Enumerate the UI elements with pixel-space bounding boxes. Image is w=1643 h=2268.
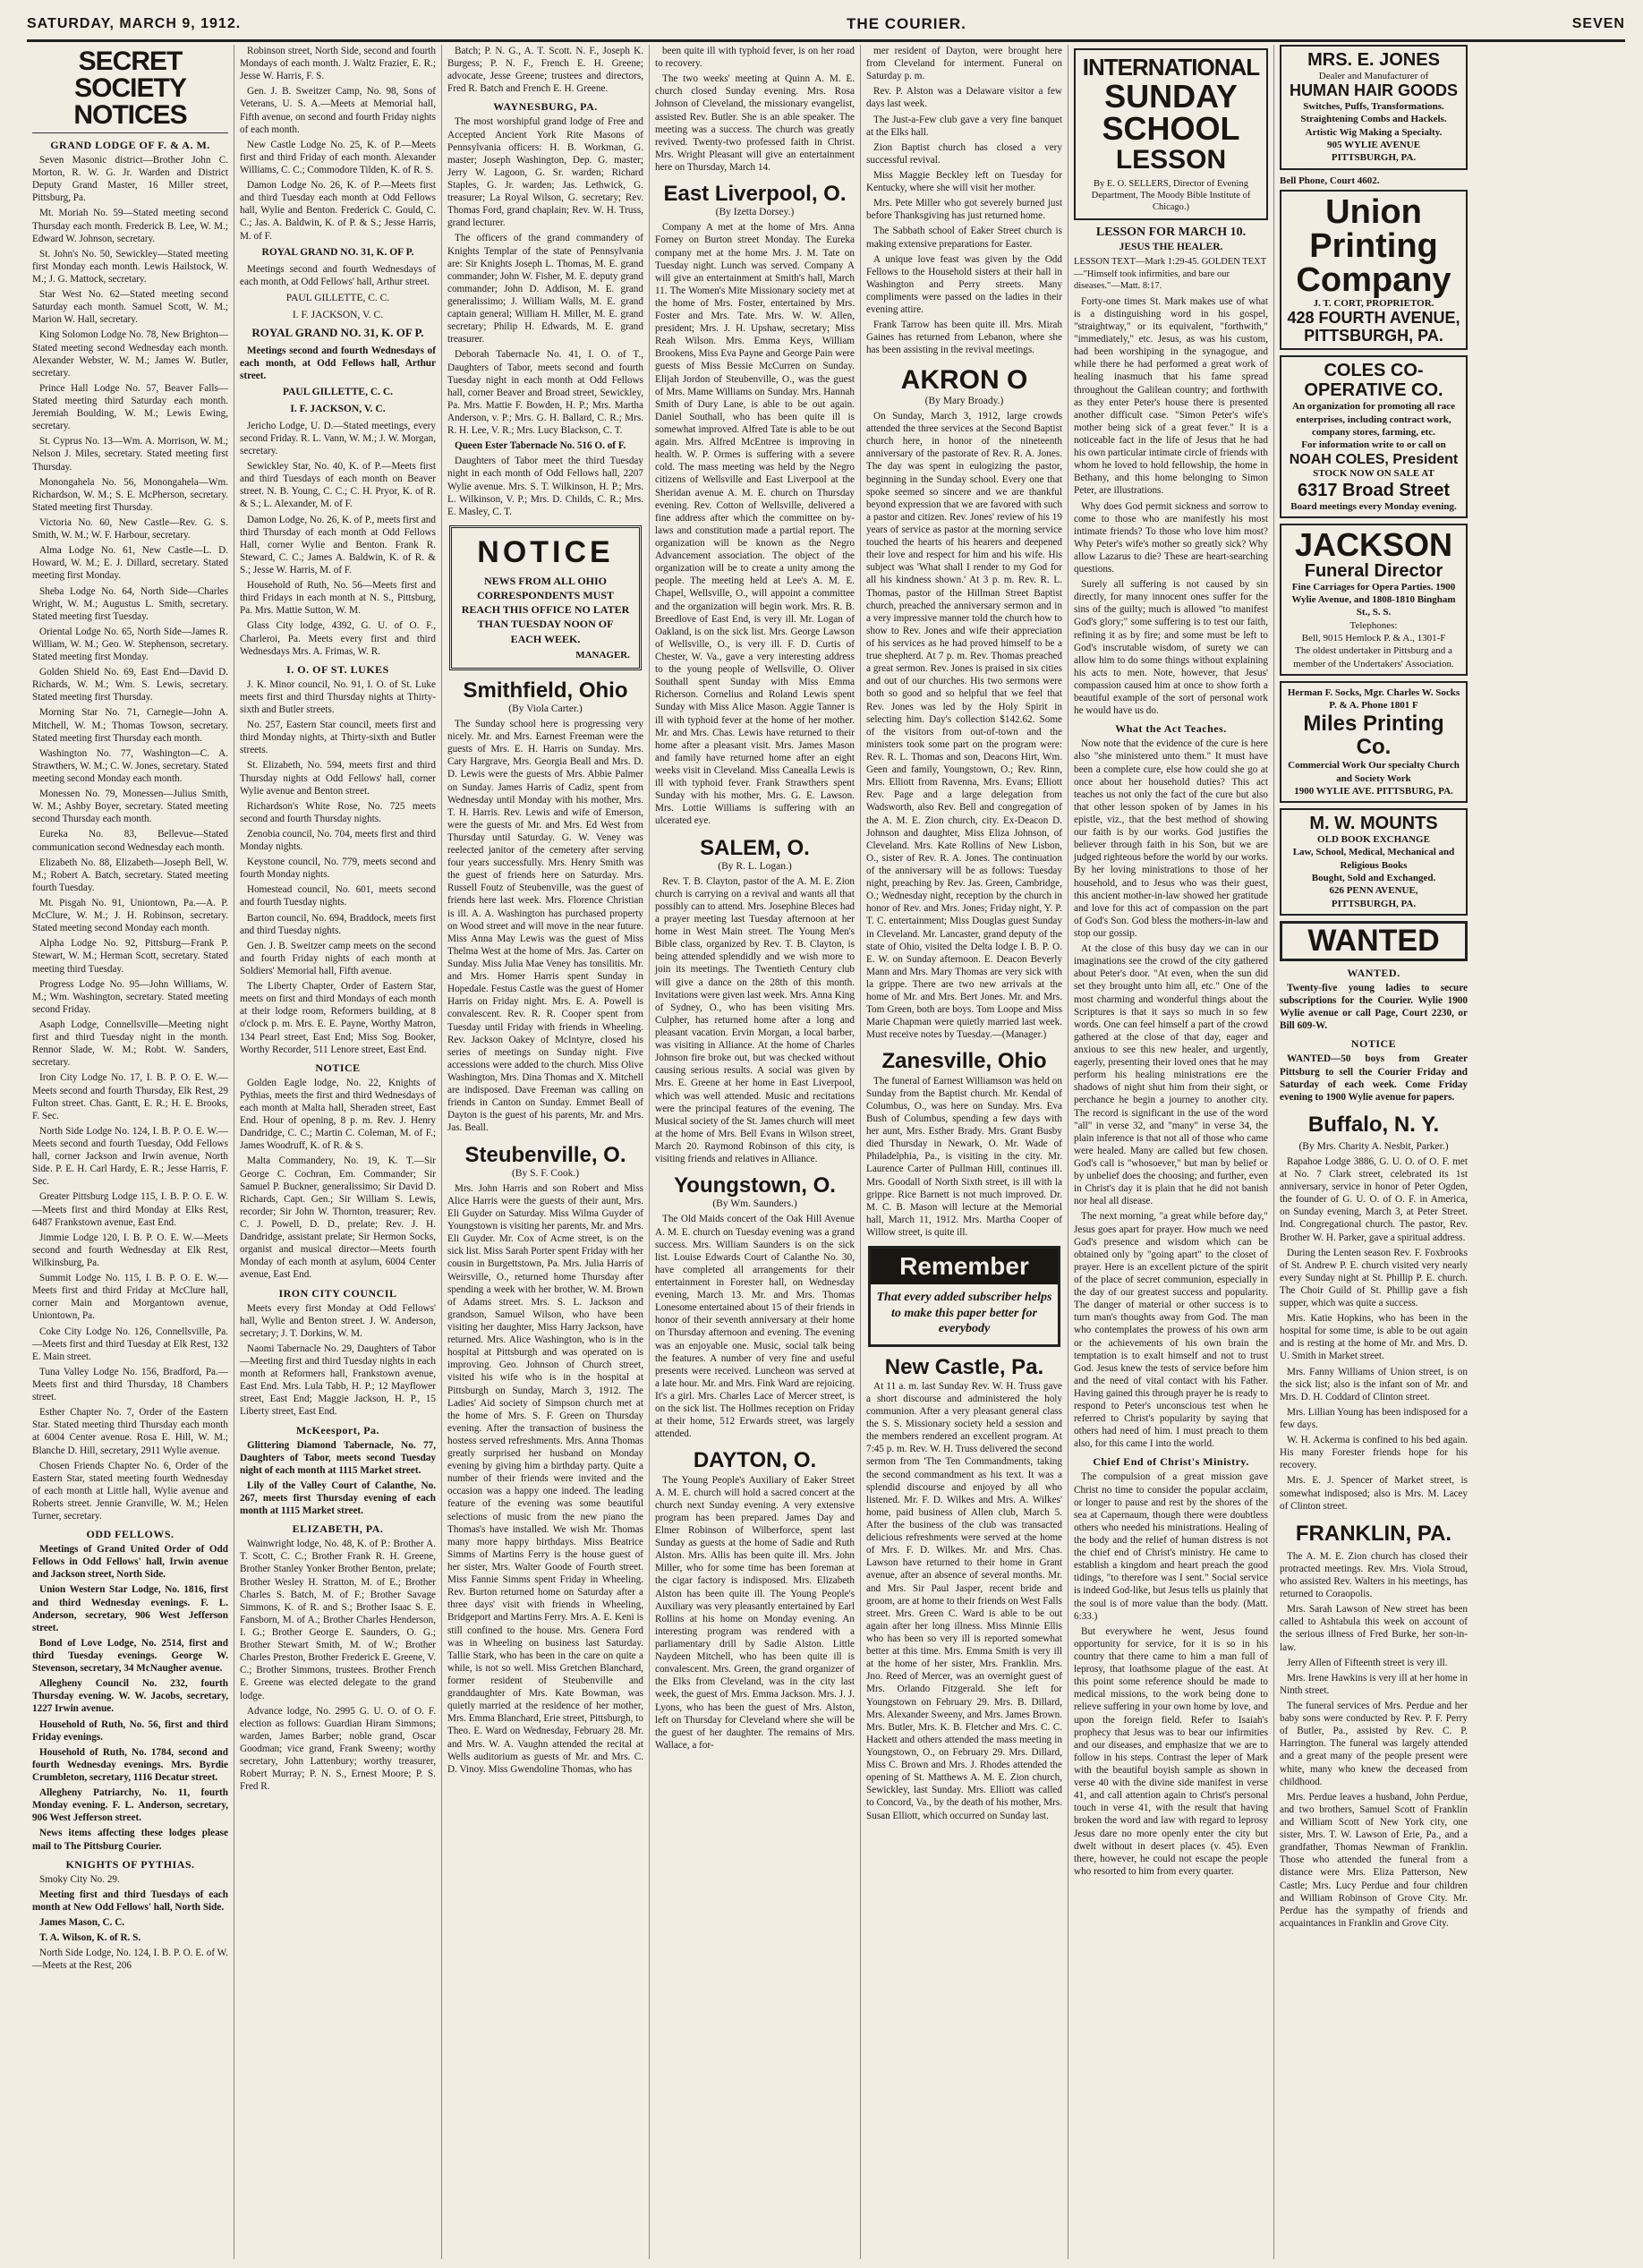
ad-text: Commercial Work Our specialty Church and Society Work bbox=[1288, 760, 1460, 784]
article-text: Jerry Allen of Fifteenth street is very ill. bbox=[1287, 1657, 1448, 1668]
wanted-text: Twenty-five young ladies to secure subscriptions for the Courier. Wylie 1900 Wylie avenue or call Page, Court 2230, or Bill 609-W. bbox=[1280, 982, 1468, 1032]
ad-subtitle: Funeral Director bbox=[1304, 560, 1443, 581]
ad-title: HUMAN HAIR GOODS bbox=[1290, 81, 1458, 100]
notice-text: Allegheny Patriarchy, No. 11, fourth Monday evening. F. L. Anderson, secretary, 906 West Jefferson street. bbox=[32, 1787, 228, 1824]
issue-date: SATURDAY, MARCH 9, 1912. bbox=[27, 16, 242, 31]
article-text: Rapahoe Lodge 3886, G. U. O. of O. F. met at No. 7 Clark street, celebrated its 1st anniversary, service in honor of Peter Ogden, the founder of G. U. O. of O. F. in America, on Sunday evening, March 3, at Peter Street. Ind. Congregational church. The pastor, Rev. Brother W. H. Parker, gave a spiritual address. bbox=[1280, 1155, 1468, 1243]
notice-text: King Solomon Lodge No. 78, New Brighton—Stated meeting second Wednesday each month. Alexander Webster, W. M.; James W. Butler, secretary. bbox=[32, 329, 228, 379]
advert-jackson-funeral bbox=[1280, 524, 1468, 676]
article-text: Mrs. E. J. Spencer of Market street, is somewhat indisposed; also is Mrs. M. Lacey of Clinton street. bbox=[1280, 1475, 1468, 1512]
signature: PAUL GILLETTE, C. C. bbox=[282, 386, 394, 397]
notice-text: Queen Ester Tabernacle No. 516 O. of F. bbox=[455, 440, 626, 452]
city-heading: East Liverpool, O. bbox=[663, 182, 847, 207]
ad-text: J. T. CORT, PROPRIETOR. bbox=[1313, 297, 1434, 309]
notice-text: New Castle Lodge No. 25, K. of P.—Meets first and third Friday of each month. Alexander Williams, C. C.; Commodore Tilden, K. of R. S. bbox=[240, 139, 436, 175]
ad-title: Printing bbox=[1309, 226, 1438, 265]
notice-text: Deborah Tabernacle No. 41, I. O. of T., Daughters of Tabor, meets second and fourth Tuesday night in each month at Odd Fellows hall, corner Beaver and Broad street, Sewickley, Pa. Mrs. Mattie F. Bowden, H. P.; Mrs. Martha Anderson, v. P.; Mrs. G. H. Ballard, C. R.; Mrs. R. H. Lee, V. R.; Mrs. Lucy Blackson, C. T. bbox=[447, 349, 643, 437]
article-text: Mrs. Lillian Young has been indisposed for a few days. bbox=[1280, 1406, 1468, 1431]
lesson-date: LESSON FOR MARCH 10. bbox=[1095, 226, 1247, 240]
advert-coles-cooperative bbox=[1280, 355, 1468, 517]
secret-society-heading: SECRET SOCIETY NOTICES bbox=[32, 48, 228, 133]
article-text: Rev. T. B. Clayton, pastor of the A. M. E. Zion church is carrying on a revival and wants all that possibly can to attend. Mrs. Josephine Bleces had a prayer meeting last Tuesday afternoon at her home in West Main street. The Young Men's Bible class, organized by Rev. T. B. Clayton, is being attended splendidly and we wish more to join its meetings. The Twentieth Century club will give a dance on the 28th of this month. Invitations were given last week. Mrs. Anna King of Sydney, O., who has been visiting Mrs. Culpher, has returned home after a long and pleasant vacation. Ervin Morgan, a local barber, was visiting in Alliance. At the home of Charles Johnson fire broke out, but was checked without causing serious results. A social was given by Mrs. E. Greene at her home in East Liverpool, which was well attended. Music and recitations were the principal features of the evening. The Musical society of the St. James church will meet at the home of Mrs. Bell Evans in Wilson street, March 20. Raymond Robinson of this city, is visiting friends and relatives in Alliance. bbox=[655, 875, 855, 1165]
paper-title: THE COURIER. bbox=[847, 15, 966, 32]
signature: James Mason, C. C. bbox=[39, 1917, 125, 1928]
signature: I. F. JACKSON, V. C. bbox=[290, 403, 386, 414]
article-text: W. H. Ackerma is confined to his bed again. His many Forester friends hope for his recovery. bbox=[1280, 1435, 1468, 1471]
city-heading: Buffalo, N. Y. bbox=[1307, 1112, 1440, 1137]
remember-heading: Remember bbox=[871, 1249, 1058, 1284]
column-2 bbox=[234, 45, 442, 2259]
notice-text: St. John's No. 50, Sewickley—Stated meeting first Monday each month. Lewis Hailstock, W. M.; J. G. Mattock, secretary. bbox=[32, 248, 228, 285]
notice-text: Gen. J. B. Sweitzer Camp, No. 98, Sons of Veterans, U. S. A.—Meets at Memorial hall, Fifth avenue, on second and fourth Friday nights of each month. bbox=[240, 86, 436, 135]
notice-text: WANTED—50 boys from Greater Pittsburg to sell the Courier Friday and Saturday of each week. Come Friday evening to 1900 Wylie avenue for papers. bbox=[1280, 1053, 1468, 1103]
notice-text: Jimmie Lodge 120, I. B. P. O. E. W.—Meets second and fourth Wednesday at Elk Rest, Wilkinsburg, Pa. bbox=[32, 1232, 228, 1268]
subheading: ELIZABETH, PA. bbox=[292, 1522, 384, 1536]
notice-text: St. Elizabeth, No. 594, meets first and third Thursday nights at Odd Fellows' hall, corner Wylie avenue and Benton street. bbox=[240, 760, 436, 797]
notice-text: Damon Lodge No. 26, K. of P.—Meets first and third Tuesday each month at Odd Fellows hall, Wylie and Benton. Frederick C. Gould, C. C.; Jas. A. Baldwin, K. of P. & S.; Jesse Harris, M. of F. bbox=[240, 180, 436, 242]
notice-text: The officers of the grand commandery of Knights Templar of the state of Pennsylvania are: Sir Knights Joseph L. Thomas, M. E. grand commander; John W. Fisher, M. E. deputy grand commander; John D. Addison, M. E. grand generalissimo; J. William Walls, M. E. grand captain general; William H. Miller, M. E. grand secretary; Philip H. Edwards, M. E. grand treasurer. bbox=[447, 233, 643, 345]
notice-text: Smoky City No. 29. bbox=[39, 1873, 120, 1885]
article-text: The Sunday school here is progressing very nicely. Mr. and Mrs. Earnest Freeman were the guests of Mrs. E. H. Harris on Sunday. Mrs. Cary Hargrave, Mrs. Georgia Beall and Mrs. D. D. Lewis were the guests of Mrs. Abbie Palmer on Sunday. James Harris of Cadiz, spent from Wednesday until Monday with his mother, Mrs. T. H. Harris. Rev. Lewis and wife of Emerson, were the guests of Mr. and Mrs. Ed West from Thursday until Saturday. G. W. Veney was reelected janitor of the cemetery after serving four years successfully. Mrs. Henry Smith was the guest of friends here on Saturday. Mrs. Russell Foutz of Steubenville, was the guest of friends here last week. Mrs. Florence Christian is ill. A. A. Washington has purchased property on Wood street and will move in the near future. Miss Anna May Lewis was the guest of Miss Thelma West at the home of Mrs. Jas. Carter on Sunday. Miss Julia Mae Veney has tonsilitis. Mr. and Mrs. Homer Harris spent Sunday in Hopedale. Festus Castle was the guest of Homer Harris on Friday night. Mrs. E. A. Powell is convalescent. Rev. R. R. Cooper spent from Tuesday until Friday with friends in Wheeling. Rev. Jackson Oakey of McIntyre, closed his series of meetings on Sunday night. Five accessions were added to the church. Miss Olive Washington, Mrs. Dina Thomas and X. Mitchell are indisposed. Dave Freeman was calling on friends in Canton on Sunday. Emmet Beall of Dayton is the guest of his parents, Mr. and Mrs. Jas. Beall. bbox=[447, 718, 643, 1134]
notice-text: Bond of Love Lodge, No. 2514, first and third Tuesday evenings. George W. Stevenson, secretary, 34 McNaugher avenue. bbox=[32, 1637, 228, 1675]
ad-text: Herman F. Socks, Mgr. Charles W. Socks bbox=[1287, 686, 1460, 698]
notice-text: Glittering Diamond Tabernacle, No. 77, Daughters of Tabor, meets second Tuesday night of each month at 1115 Market street. bbox=[240, 1439, 436, 1476]
city-heading: Steubenville, O. bbox=[464, 1142, 626, 1167]
advert-mounts-book-exchange bbox=[1280, 808, 1468, 916]
notice-text: No. 257, Eastern Star council, meets first and third Monday nights, at Thirty-sixth and Butler streets. bbox=[240, 720, 436, 756]
notice-text: Progress Lodge No. 95—John Williams, W. M.; Wm. Washington, secretary. Stated meeting second Friday. bbox=[32, 978, 228, 1015]
column-3 bbox=[442, 45, 650, 2259]
subheading: Chief End of Christ's Ministry. bbox=[1093, 1455, 1249, 1469]
notice-text: Homestead council, No. 601, meets second and fourth Tuesday nights. bbox=[240, 884, 436, 908]
subheading: NOTICE bbox=[1350, 1037, 1397, 1051]
subheading: I. O. OF ST. LUKES bbox=[286, 662, 389, 676]
city-heading: Smithfield, Ohio bbox=[463, 678, 628, 703]
remember-box bbox=[868, 1246, 1060, 1347]
notice-text: Sewickley Star, No. 40, K. of P.—Meets first and third Tuesdays of each month on Beaver street. N. B. Young, C. C.; C. H. Pryor, K. of R. & S.; L. Alexander, M. of F. bbox=[240, 461, 436, 510]
ad-address: 626 PENN AVENUE, bbox=[1329, 885, 1418, 897]
notice-text: Iron City Lodge No. 17, I. B. P. O. E. W.—Meets second and fourth Thursday, Elk Rest, 29 Fulton street. Chas. Gantt, E. R.; H. E. Brooks, F. Sec. bbox=[32, 1072, 228, 1121]
phone-line: Bell Phone, Court 4602. bbox=[1280, 175, 1380, 186]
lesson-text: Forty-one times St. Mark makes use of what is a distinguishing word in his gospel, "straightway," or its equivalent, "forthwith," "immediately," etc. Jesus, as was his custom, had been worshiping in the synagogue, and while there he had performed a great work of healing inasmuch that his fame spread throughout the Galilean country; and forthwith as they enter Peter's house there is presented another difficult case. "Simon Peter's wife's mother being sick of a great fever." It is a noticeable fact in the life of Jesus that he had his own particular intimate circle of friends with whom he loved to hold fellowship, the home in Bethany, and this home belonging to Simon Peter, are illustrations. bbox=[1074, 295, 1268, 497]
article-text: Frank Tarrow has been quite ill. Mrs. Mirah Gaines has returned from Lebanon, where she has been assisting in the revival meetings. bbox=[866, 320, 1062, 356]
article-text: Miss Maggie Beckley left on Tuesday for Kentucky, where she will visit her mother. bbox=[866, 169, 1062, 194]
lesson-text: Why does God permit sickness and sorrow to come to those who are manifestly his most intimate friends? To those who love him most? Why Peter's wife's mother so greatly sick? Why allow Lazarus to die? These are heart-searching questions. bbox=[1074, 500, 1268, 576]
ad-title: Company bbox=[1296, 260, 1451, 299]
ad-address: 428 FOURTH AVENUE, bbox=[1287, 308, 1460, 327]
notice-text: Household of Ruth, No. 1784, second and fourth Wednesday evenings. Mrs. Byrdie Crumbleton, secretary, 1116 Decatur street. bbox=[32, 1746, 228, 1784]
article-text: The funeral of Earnest Williamson was held on Sunday from the Baptist church. Mr. Kendal of Columbus, O., was here on Sunday. Mrs. Eva Bush of Columbus, spending a few days with her aunt, Mrs. Esther Brady. Mrs. Grant Busby died Thursday in Newark, O. Mr. Wade of Philadelphia, Pa., is visiting in the city. Mr. Laurence Carter of Pullman Hill, continues ill. Mrs. Goodall of North Sixth street, is ill with la grippe. Rice Barnett is not much improved. Dr. M. C. B. Mason will lecture at the Memorial hall, March 11, 1912. Mrs. Martha Cooper of Willow street, is quite ill. bbox=[866, 1075, 1062, 1238]
notice-text: Morning Star No. 71, Carnegie—John A. Mitchell, W. M.; Thomas Towson, secretary. Stated meeting first Thursday each month. bbox=[32, 707, 228, 744]
column-4 bbox=[650, 45, 861, 2259]
notice-text: Gen. J. B. Sweitzer camp meets on the second and fourth Friday nights of each month at Soldiers' Memorial hall, Fifth avenue. bbox=[240, 940, 436, 977]
city-heading: New Castle, Pa. bbox=[884, 1354, 1044, 1379]
article-text: Company A met at the home of Mrs. Anna Forney on Burton street Monday. The Eureka company met at the home Mrs. J. M. Tate on Tuesday night. Lunch was served. Company A will give an entertainment at Smith's hall, March 11. The Women's Mite Missionary society met at the home of Mrs. Foster, entertained by Mrs. Foster and Mrs. Tate. Mrs. W. W. Allen, president; Mrs. J. H. Upshaw, secretary; Miss Reah Wilson. Mrs. Emma Keys, William Brookens, Miss Eva Payne and George Pain were guests of Miss Bessie McCurren on Sunday. Elijah Jordon of Steubenville, O., was the guest of Mrs. Mame Williams on Sunday. Mrs. Hannah Smith of Dury Lane, is able to be out again. Daniel Southall, who has been quite ill is somewhat improved. Alfred Tate is able to be out again. Mrs. Alfred McEntree is improving in health. W. P. Ormes is suffering with a severe cold. The mass meeting was held by the Negro citizens of Wellsville and East Liverpool at the Sheridan avenue A. M. E. church on Thursday evening. Rev. Cotton of Wellsville, delivered a fine address after which the committee on by-laws and constitution made a partial report. The organization will be known as the Negro Advancement association. The object of the organization will be to create a unity among the people. The meeting held at Lee's A. M. E. Chapel, Wellsville, O., will appoint a committee and the organization will begin work. Mrs. R. B. Breedlove of East End, is very ill. Mr. Logan of Oakland, is on the sick list. Mrs. George Lawson of Wellsville, O., is very ill. F. D. Curtis of Chester, W. Va., gave a very interesting address to the young people of Wellsville, O. Oliver Southall spent Sunday with Miss Emma Richerson. Cornelius and Roland Lewis spent Sunday with Miss Alice Mason. Aggie Tanner is ill with typhoid fever at the home of her mother. Mr. and Mrs. Chas. Lewis have returned to their home after a pleasant visit. Mrs. James Mason and family have returned home after an eight weeks visit in Cleveland. Miss Canealla Lewis is ill with typhoid fever. Frank Strawthers spent Sunday with his mother, Mrs. G. E. Lawson. Mrs. Lottie Williams is suffering with an ulcerated eye. bbox=[655, 222, 855, 827]
article-text: Mrs. Katie Hopkins, who has been in the hospital for some time, is able to be out again and is resting at the home of Mr. and Mrs. D. U. Smith in Market street. bbox=[1280, 1313, 1468, 1362]
notice-text: Malta Commandery, No. 19, K. T.—Sir George C. Cochran, Em. Commander; Sir Samuel P. Buckner, generalissimo; Sir David D. Richards, Capt. Gen.; Sir William S. Lewis, recorder; Sir John W. Thornton, treasurer; Rev. C. J. Powell, D. D., prelate; Rev. J. H. Dandridge, assistant prelate; Sir Hermon Socks, organist and musical director—Meets fourth Monday of each month at asylum, 6004 Center avenue, East End. bbox=[240, 1155, 436, 1281]
notice-text: Mt. Pisgah No. 91, Uniontown, Pa.—A. P. McClure, W. M.; J. H. Robinson, secretary. Stated meeting second Monday each month. bbox=[32, 898, 228, 934]
ad-title: MRS. E. JONES bbox=[1307, 50, 1440, 70]
notice-text: Household of Ruth, No. 56, first and third Friday evenings. bbox=[32, 1718, 228, 1743]
ad-text: Board meetings every Monday evening. bbox=[1290, 500, 1457, 512]
city-heading: Youngstown, O. bbox=[674, 1173, 836, 1198]
lesson-title: JESUS THE HEALER. bbox=[1119, 242, 1223, 253]
notice-text: Meetings second and fourth Wednesdays of each month, at Odd Fellows hall, Arthur street. bbox=[240, 345, 436, 381]
subheading: WAYNESBURG, PA. bbox=[493, 100, 598, 114]
notice-text: Advance lodge, No. 2995 G. U. O. of O. F. election as follows: Guardian Hiram Simmons; warden, James Barber; noble grand, Oscar Goodman; vice grand, Frank Sweeny; worthy secretary, John Lattenbury; worthy treasurer, Robert Murray; P. N. S., Ernest Moore; P. S. Fred R. bbox=[240, 1705, 436, 1793]
ad-title: JACKSON bbox=[1294, 525, 1453, 563]
advert-miles-printing bbox=[1280, 681, 1468, 803]
notice-body: NEWS FROM ALL OHIO CORRESPONDENTS MUST REACH THIS OFFICE NO LATER THAN TUESDAY NOON OF EACH WEEK. bbox=[461, 574, 630, 645]
ad-address: 905 WYLIE AVENUE bbox=[1326, 139, 1421, 150]
notice-text: Keystone council, No. 779, meets second and fourth Monday nights. bbox=[240, 857, 436, 881]
advert-hair-goods bbox=[1280, 45, 1468, 170]
lesson-text: The next morning, "a great while before day," Jesus goes apart for prayer. How much we need God's presence and wisdom which can be obtained only by "going apart" to the closet of prayer. Here is an excellent picture of the spirit of the place of secret communion, especially in the day of our greatest success and popularity. The danger of material or other success is to turn man's thoughts away from God. The man who contemplates the prowess of his own arm or the achievements of his own brain the temptation is to exalt himself and not to trust God. Jesus knew the tests of service before him and the need of vital contact with his Father. Having gained this through prayer he is ready to respond to Peter's unconscious test when he referred to Christ's popularity by saying that others had need of him. I must preach to them also, for this came I into the world. bbox=[1074, 1211, 1268, 1450]
golden-text: LESSON TEXT—Mark 1:29-45. GOLDEN TEXT—"Himself took infirmities, and bare our diseases."—Matt. 8:17. bbox=[1074, 257, 1267, 291]
article-text: Mrs. Perdue leaves a husband, John Perdue, and two brothers, Samuel Scott of Franklin and William Scott of New York city, one sister, Mrs. T. W. Lawson of Erie, Pa., and a grandfather, Thomas Newman of Franklin. Those who attended the funeral from a distance were Mrs. Eliza Patterson, New Castle; Mrs. Lucy Perdue and four children and William Robinson of Grove City. Mr. Perdue has the sympathy of friends and acquaintances in Franklin and Grove City. bbox=[1280, 1791, 1468, 1929]
ad-city: PITTSBURGH, PA. bbox=[1331, 152, 1417, 164]
ad-text: The oldest undertaker in Pittsburg and a member of the Undertakers' Association. bbox=[1293, 645, 1454, 669]
article-text: Mrs. Irene Hawkins is very ill at her home in Ninth street. bbox=[1280, 1672, 1468, 1696]
subheading: KNIGHTS OF PYTHIAS. bbox=[65, 1857, 195, 1871]
city-heading: FRANKLIN, PA. bbox=[1295, 1521, 1452, 1546]
ad-address: 6317 Broad Street bbox=[1297, 480, 1451, 500]
notice-text: Meetings second and fourth Wednesdays of each month, at Odd Fellows' hall, Arthur street. bbox=[240, 263, 436, 287]
byline: (By R. L. Logan.) bbox=[718, 860, 792, 872]
banner-line: LESSON bbox=[1115, 145, 1227, 175]
notice-text: Union Western Star Lodge, No. 1816, first and third Wednesday evenings. F. L. Anderson, secretary, 906 West Jefferson street. bbox=[32, 1584, 228, 1633]
notice-text: Golden Shield No. 69, East End—David D. Richards, W. M.; Wm. S. Lewis, secretary. Stated meeting first Thursday. bbox=[32, 667, 228, 703]
notice-text: Richardson's White Rose, No. 725 meets second and fourth Thursday nights. bbox=[240, 800, 436, 824]
article-text: Mrs. Fanny Williams of Union street, is on the sick list; also is the infant son of Mr. and Mrs. D. H. Coddard of Clinton street. bbox=[1280, 1366, 1468, 1403]
notice-text: Monongahela No. 56, Monongahela—Wm. Richardson, W. M.; S. E. McPherson, secretary. Stated meeting first Thursday. bbox=[32, 476, 228, 513]
article-text: been quite ill with typhoid fever, is on her road to recovery. bbox=[655, 46, 855, 70]
notice-text: Tuna Valley Lodge No. 156, Bradford, Pa.—Meets first and third Thursday, 18 Chambers street. bbox=[32, 1366, 228, 1403]
ad-text: Bought, Sold and Exchanged. bbox=[1311, 873, 1436, 884]
ad-city: PITTSBURGH, PA. bbox=[1331, 898, 1417, 909]
notice-text: Household of Ruth, No. 56—Meets first and third Fridays in each month at N. S., Pittsburg, Pa. Mrs. Mattie Sutton, W. M. bbox=[240, 580, 436, 617]
notice-text: Elizabeth No. 88, Elizabeth—Joseph Bell, W. M.; Robert A. Batch, secretary. Stated meeting fourth Tuesday. bbox=[32, 857, 228, 893]
notice-text: Oriental Lodge No. 65, North Side—James R. William, W. M.; Geo. W. Stephenson, secretary. Stated meeting first Monday. bbox=[32, 626, 228, 663]
column-1 bbox=[27, 45, 234, 2259]
notice-text: Mt. Moriah No. 59—Stated meeting second Thursday each month. Frederick B. Lee, W. M.; Edward W. Johnson, secretary. bbox=[32, 208, 228, 244]
ad-text: Dealer and Manufacturer of bbox=[1318, 71, 1429, 81]
article-text: During the Lenten season Rev. F. Foxbrooks of St. Andrew P. E. church visited very nearly every Sunday night at St. Phillip P. E. church. The Choir Guild of St. Phillip gave a fish supper, which was quite a success. bbox=[1280, 1247, 1468, 1309]
ad-text: P. & A. Phone 1801 F bbox=[1329, 700, 1418, 712]
article-text: mer resident of Dayton, were brought here from Cleveland for interment. Funeral on Saturday p. m. bbox=[866, 46, 1062, 82]
notice-text: Jericho Lodge, U. D.—Stated meetings, every second Friday. R. L. Vann, W. M.; J. W. Morgan, secretary. bbox=[240, 420, 436, 456]
notice-text: Eureka No. 83, Bellevue—Stated communication second Wednesday each month. bbox=[32, 829, 228, 853]
notice-text: Asaph Lodge, Connellsville—Meeting night first and third Tuesday night in the month. Rennor Slade, W. M.; Robt. W. Sanders, secretary. bbox=[32, 1019, 228, 1069]
city-heading: Zanesville, Ohio bbox=[881, 1049, 1047, 1074]
notice-text: Lily of the Valley Court of Calanthe, No. 267, meets first Thursday evening of each month at 1115 Market street. bbox=[240, 1479, 436, 1517]
article-text: The Young People's Auxiliary of Eaker Street A. M. E. church will hold a sacred concert at the church next Sunday evening. A very extensive program has been prepared. James Day and Elmer Robinson of Wilberforce, spent last Sunday as guests at the home of Sadie and Ruth Alston. Mrs. Allis has been quite ill. Mrs. John Miller, who for some time has been foreman at the cigar factory is indisposed. Mrs. Elizabeth Alston has been quite ill. The Young People's Auxiliary was very pleasantly entertained by Earl Rollins at his home on Monday evening. An interesting program was rendered with a parliamentary drill by Sadie Alston. Little Naydeen Mitchell, who has been quite ill is convalescent. Mrs. Green, the grand organizer of the Elks from Cleveland, was in the city last week, the guest of Mrs. Emma Jackson. Mrs. J. J. Lyons, who has been the guest of Mrs. Alston, left on Thursday for Cleveland where she will be the guest of her daughter. The remains of Mrs. Wallace, a for- bbox=[655, 1474, 855, 1751]
notice-text: The most worshipful grand lodge of Free and Accepted Ancient York Rite Masons of Pennsylvania officers: H. B. Workman, G. master; Joseph Washington, Dep. G. master; Jerry W. Lagoon, G. Sr. warden; Richard Staples, G. Jr. warden; Jas. Lethwick, G. treasurer; La Royal Wilson, G. secretary; Rev. Thomas Ford, grand chaplain; Rev. W. H. Truss, grand lecturer. bbox=[447, 116, 643, 229]
notice-text: Damon Lodge, No. 26, K. of P., meets first and third Thursday of each month at Odd Fellows Hall, corner Wylie and Benton. Frank R. Steward, C. C.; James A. Baldwin, K. of R. & S.; Jesse W. Harris, M. of F. bbox=[240, 514, 436, 576]
lodge-name: ROYAL GRAND NO. 31, K. OF P. bbox=[251, 325, 424, 339]
byline: (By Wm. Saunders.) bbox=[712, 1198, 797, 1210]
notice-text: Summit Lodge No. 115, I. B. P. O. E. W.—Meets first and third Friday at McClure hall, corner Main and Morgantown avenue, Uniontown, Pa. bbox=[32, 1273, 228, 1322]
notice-text: North Side Lodge, No. 124, I. B. P. O. E. of W.—Meets at the Rest, 206 bbox=[32, 1948, 228, 1972]
article-text: Rev. P. Alston was a Delaware visitor a few days last week. bbox=[866, 86, 1062, 110]
notice-heading: NOTICE bbox=[477, 534, 614, 569]
article-text: Mrs. John Harris and son Robert and Miss Alice Harris were the guests of their aunt, Mrs. Eli Guyder on Saturday. Miss Wilma Guyder of Youngstown is visiting her parents, Mr. and Mrs. Eli Guyder. Mr. Cox of Acme street, is on the sick list. Miss Sarah Porter spent Friday with her cousin in Burgettstown, Pa. Mrs. Julia Harris of Weirsville, O., returned home Thursday after spending a week with her brother, W. M. Brown of Adams street. Mrs. S. L. Jackson and grandson, Samuel Wilson, who have been visiting her daughter, Miss Harry Jackson, have returned. Mrs. Alice Washington, who is in the hospital at Pittsburgh and was operated on is improving. Geo. Johnson of Church street, visited his wife who is in the hospital at Pittsburgh on Sunday, March 3, 1912. The Ladies' Aid society of Simpson church met at the home of Mrs. S. F. Green on Thursday evening. After the transaction of business the hostess served refreshments. Mrs. Anna Thomas greatly surprised her husband on Monday evening by giving him a birthday party. Quite a number of their friends were invited and the occasion was a happy one indeed. The leading feature of the evening was some beautiful selections of music from the new piano the Thomas's have installed. We wish Mr. Thomas many more happy birthdays. Miss Beatrice Simms of Martins Ferry is the house guest of her sister, Mrs. Walter Goode of Fourth street. Miss Fannie Simms spent Friday in Wheeling. Rev. Burton returned home on Saturday after a three days' visit with friends in Wheeling, Bridgeport and Martins Ferry. Mrs. A. E. Keni is still confined to the house. Mrs. Genera Ford was in Wheeling on business last Saturday. Tallie Stark, who has been in the care on quite a while, is not so well. Miss Gretchen Blanchard, former resident of Steubenville and granddaughter of Mrs. Kate Bowman, was quietly married at the residence of her mother, Mrs. Emma Blanchard, Erie street, Pittsburgh, to Theo. E. Ward on Wednesday, February 28. Mr. and Mrs. W. A. Vaughn attended the recital at Wells auditorium as guests of Mr. and Mrs. C. D. Vinoy. Miss Gwendoline Thomas, who has bbox=[447, 1182, 643, 1775]
ad-address: 1900 WYLIE AVE. PITTSBURG, PA. bbox=[1294, 785, 1453, 797]
notice-text: Alpha Lodge No. 92, Pittsburg—Frank P. Stewart, W. M.; Herman Scott, secretary. Stated meeting third Tuesday. bbox=[32, 938, 228, 975]
notice-text: Naomi Tabernacle No. 29, Daughters of Tabor—Meeting first and third Tuesday nights in each month at Reformers hall, Frankstown avenue, East End. Mrs. Lula Tabb, H. P.; 12 Mayflower street, East End; Maggie Jackson, H. P., 15 Liberty street, East End. bbox=[240, 1343, 436, 1418]
ad-text: STOCK NOW ON SALE AT bbox=[1313, 468, 1434, 480]
ad-text: Bell, 9015 Hemlock P. & A., 1301-F bbox=[1301, 633, 1446, 644]
lesson-text: The compulsion of a great mission gave Christ no time to consider the popular acclaim, or longer to pause and rest by the shores of the sea at Capernaum, though there were doubtless others who needed his ministrations. Healing of the body and the relief of human distress is not the chief end of Christ's ministry. He came to establish a kingdom and heart preach the good tidings, "to therefore was I sent." Social service is indeed God-like, but Jesus tells us plainly that the soul is of more value than the body. (Matt. 6:33.) bbox=[1074, 1471, 1268, 1622]
ad-title: Union bbox=[1325, 192, 1422, 231]
article-text: At 11 a. m. last Sunday Rev. W. H. Truss gave a short discourse and administered the holy communion. After a very pleasant general class the S. S. Missionary society held a session and the members rendered an excellent program. At 7:45 p. m. Rev. W. H. Truss delivered the second sermon from 'The Ten Commandments, taking the second commandment as his text. It was a splendid discourse and enjoyed by all who listened. Mr. F. D. Wilkes and Mrs. A. Wilkes' home, paid business of Allen club, March 5. After the business of the club was transacted delicious refreshments were served at the home of Mrs. F. D. Wilkes. Mr. and Mrs. Chas. Lawson have returned to their home in Grant avenue, after an absence of several months. Mr. and Mrs. Sir Paul Jasper, recent bride and groom, are at home to their friends on West Falls street. Mrs. Green C. Ward is able to be out again after her long illness. Miss Minnie Ellis who has been so very ill is reported somewhat better at this time. Mrs. Emma Smith is very ill at the home of her sister, Mrs. Franklin. Mrs. Jno. Reed of Mercer, was an overnight guest of Mrs. Orlando Fitzgerald. She left for Youngstown on February 29. Mrs. B. Dillard, Mrs. Alexander Sweeny, and Mrs. James Brown. Mrs. Butler, Mrs. K. B. Fletcher and Mrs. C. C. Hackett and others attended the mass meeting in Youngstown, O., on February 29. Mrs. Dillard, Miss C. Brown and Mrs. J. Rhodes attended the opening of St. Matthews A. M. E. Zion church, Sewickley, last Sunday. Mrs. Elliott was called to Concord, Va., by the death of his mother, Mrs. Susan Elliott, which occurred on Sunday last. bbox=[866, 1380, 1062, 1821]
notice-text: Chosen Friends Chapter No. 6, Order of the Eastern Star, stated meeting fourth Wednesday of each month at Little hall, Wylie avenue and Roberts street. Jennie Granville, W. M.; Helen Turner, secretary. bbox=[32, 1460, 228, 1522]
lesson-text: Now note that the evidence of the cure is here also "she ministered unto them." It must have been a complete cure, else how could she go at once about her household duties? This act teaches us not only the fact of the cure but also that other lesson spoken of by James in his epistle, viz., that the best method of showing our faith is by our works. God justifies the believer through faith in his Son, but we are judged righteous before the world by our works. By her loving ministrations to those of her household, and to Jesus who was their guest, this ancient mother-in-law showed her gratitude and love for this act of compassion on the part of God's Son. God bless the mothers-in-law and stop our gossip. bbox=[1074, 738, 1268, 939]
notice-text: News items affecting these lodges please mail to The Pittsburg Courier. bbox=[32, 1828, 228, 1852]
lesson-text: At the close of this busy day we can in our imaginations see the crowd of the city gathered about Peter's door. "At even, when the sun did set they brought unto him all, etc." One of the most charming and wonderful things about the Scriptures is that it says so much in so few words. One can feel himself a part of the crowd gathered at the close of that day, eager and anxious to see this new healer, and urgently, eagerly, presenting their loved ones that he may perform his healing ministrations ere the shadows of night shut him from their sight, or perchance he begin a journey to another city. The record is significant in the use of the word "all" in verse 32, and "many" in verse 34, the plain inference is that not all of those who came were healed. Many are called but few chosen. God's call is "whosoever," but man by belief or by unbelief does the choosing; and further, even in Christ's day it is plain that he did not banish nor heal all disease. bbox=[1074, 943, 1268, 1207]
signature: PAUL GILLETTE, C. C. bbox=[285, 292, 390, 303]
ad-name: NOAH COLES, President bbox=[1289, 451, 1459, 467]
subheading: McKeesport, Pa. bbox=[295, 1423, 380, 1437]
notice-text: Coke City Lodge No. 126, Connellsville, Pa.—Meets first and third Tuesday at Elk Rest, 132 E. Main street. bbox=[32, 1326, 228, 1362]
subheading: IRON CITY COUNCIL bbox=[278, 1286, 397, 1300]
article-text: Zion Baptist church has closed a very successful revival. bbox=[866, 141, 1062, 166]
notice-text: Prince Hall Lodge No. 57, Beaver Falls—Stated meeting third Saturday each month. Jeremiah Boulding, W. M.; Lewis Ewing, secretary. bbox=[32, 382, 228, 432]
article-text: The funeral services of Mrs. Perdue and her baby sons were conducted by Rev. P. F. Perry of Butler, Pa., assisted by Rev. C. P. Harrington. The funeral was largely attended and a great many of the people present were white, many who knew the deceased from childhood. bbox=[1280, 1701, 1468, 1787]
notice-text: Meetings of Grand United Order of Odd Fellows in Odd Fellows' hall, Irwin avenue and Jackson street, North Side. bbox=[32, 1544, 228, 1581]
banner-line: INTERNATIONAL bbox=[1082, 54, 1260, 81]
subheading: GRAND LODGE OF F. & A. M. bbox=[50, 139, 210, 151]
city-heading: DAYTON, O. bbox=[693, 1448, 817, 1473]
notice-text: J. K. Minor council, No. 91, I. O. of St. Luke meets first and third Thursday nights at Thirty-sixth and Butler streets. bbox=[240, 678, 436, 715]
byline: (By S. F. Cook.) bbox=[511, 1167, 580, 1179]
article-text: A unique love feast was given by the Odd Fellows to the Household sisters at their hall in Washington and Perry streets. Many compliments were passed on the ladies in their evening attire. bbox=[866, 253, 1062, 316]
notice-text: Seven Masonic district—Brother John C. Morton, R. W. G. Jr. Warden and District Deputy Grand Master, 16 Miller street, Pittsburg, Pa. bbox=[32, 155, 228, 204]
column-5 bbox=[861, 45, 1068, 2259]
lesson-text: Surely all suffering is not caused by sin directly, for many innocent ones suffer for the sins of the guilty; much is allowed "to manifest God's glory;" some suffering is to test our faith, refining it as by fire; and some must be left to God's inscrutable wisdom, of surety we can allow him to do some things without explaining his acts to men. Note, however, that Jesus' compassion caused him at once to show forth a beautiful example of the sort of personal work he would have us do. bbox=[1074, 579, 1268, 717]
byline: (By Izetta Dorsey.) bbox=[715, 207, 795, 218]
article-text: The two weeks' meeting at Quinn A. M. E. church closed Sunday evening. Mrs. Rosa Johnson of Cleveland, the missionary evangelist, assisted Rev. Butler. She is an able speaker. The meeting was a success. The church was greatly revived. Twenty-two professed faith in Christ. Mrs. Wright Pleasant will give an entertainment here on Thursday, March 14. bbox=[655, 73, 855, 173]
byline: By E. O. SELLERS, Director of Evening Department, The Moody Bible Institute of Chicago.) bbox=[1091, 179, 1251, 213]
notice-text: Daughters of Tabor meet the third Tuesday night in each month of Odd Fellows hall, 2207 Wylie avenue. Mrs. S. T. Wilkinson, H. P.; Mrs. L. Wilkinson, V. P.; Mrs. D. Childs, C. R.; Mrs. E. Masley, C. T. bbox=[447, 456, 643, 517]
notice-text: Alma Lodge No. 61, New Castle—L. D. Howard, W. M.; E. J. Dillard, secretary. Stated meeting first Monday. bbox=[32, 545, 228, 582]
lesson-text: But everywhere he went, Jesus found opportunity for service, for it is so in his country that there came to him a man full of leprosy, that loathsome plague of the east. At this point some reference should be made to medical missions, to the work being done to relieve suffering in your own home by love, and upon the foreign field. Refer to Isaiah's prophecy that Jesus was to bear our infirmities and our diseases, and emphasize that we are to follow in his steps. Contrast the leper of Mark with the beautiful boyish sample as shown in verse 40 with the divine side manifest in verse 41, and call attention again to Christ's personal touch in verse 41, with the result that having broken the word and law with regard to leprosy Jesus dare no more openly enter the city but dwelt without in desert places (v. 45). Even there, however, he could not escape the people who resorted to him from every quarter. bbox=[1074, 1625, 1268, 1877]
notice-text: Meets every first Monday at Odd Fellows' hall, Wylie and Benton street. J. W. Anderson, secretary; J. T. Dorkins, W. M. bbox=[240, 1302, 436, 1339]
banner-line: SUNDAY SCHOOL bbox=[1102, 78, 1240, 147]
notice-text: Washington No. 77, Washington—C. A. Strawthers, W. M.; C. W. Jones, secretary. Stated meeting second Monday each month. bbox=[32, 747, 228, 785]
notice-text: Greater Pittsburg Lodge 115, I. B. P. O. E. W.—Meets first and third Monday at Elks Rest, 6487 Frankstown avenue, East End. bbox=[32, 1191, 228, 1228]
article-text: Mrs. Sarah Lawson of New street has been called to Ashtabula this week on account of the serious illness of Fred Burke, her son-in-law. bbox=[1280, 1604, 1468, 1653]
notice-text: Monessen No. 79, Monessen—Julius Smith, W. M.; Ashby Boyer, secretary. Stated meeting second Thursday each month. bbox=[32, 789, 228, 825]
article-text: The A. M. E. Zion church has closed their protracted meetings. Rev. Mrs. Viola Stroud, who assisted Rev. Walters in his meetings, has returned to Coraopolis. bbox=[1280, 1550, 1468, 1600]
ad-text: Telephones: bbox=[1349, 619, 1398, 631]
notice-text: The Liberty Chapter, Order of Eastern Star, meets on first and third Mondays of each month at their lodge room, Reformers building, at 8 o'clock p. m. Mrs. E. E. Payne, Worthy Matron, 134 Pearl street, East End; Miss Sog. Booker, Worthy Recorder, 511 Lenore street, East End. bbox=[240, 981, 436, 1055]
column-7 bbox=[1274, 45, 1473, 2259]
subheading: NOTICE bbox=[315, 1061, 361, 1074]
ad-text: Law, School, Medical, Mechanical and Religious Books bbox=[1292, 847, 1455, 871]
ohio-correspondents-notice bbox=[449, 525, 642, 670]
subheading: What the Act Teaches. bbox=[1115, 722, 1227, 736]
notice-text: Allegheny Council No. 232, fourth Thursday evening. W. W. Jacobs, secretary, 1227 Irwin avenue. bbox=[32, 1678, 228, 1715]
notice-text: Meeting first and third Tuesdays of each month at New Odd Fellows' hall, North Side. bbox=[32, 1889, 228, 1913]
sunday-school-lesson-banner bbox=[1074, 48, 1268, 220]
article-text: The Old Maids concert of the Oak Hill Avenue A. M. E. church on Tuesday evening was a grand success. Mrs. William Saunders is on the sick list. Louise Edwards Court of Calanthe No. 30, have completed all arrangements for their entertainment in Forester hall, on Wednesday evening, March 13. Mr. and Mrs. Thomas Lonesome entertained about 15 of their friends in honor of their seventh anniversary at their home on Thursday afternoon and evening. The evening was an enjoyable one. Music, social talk being the features. A number of very fine and useful presents were received. Luncheon was served at a late hour. Mr. and Mrs. Fink Ward are rejoicing. It's a girl. Mrs. Charles Lace of Mercer street, is on the sick list. The Hollmes reception on Friday at their home, 512 Erwards street, was largely attended. bbox=[655, 1214, 855, 1440]
subheading: WANTED. bbox=[1347, 966, 1400, 979]
notice-text: St. Cyprus No. 13—Wm. A. Morrison, W. M.; Nelson J. Miles, secretary. Stated meeting first Thursday. bbox=[32, 436, 228, 473]
notice-text: Batch; P. N. G., A. T. Scott. N. F., Joseph K. Burgess; P. N. F., French E. H. Greene; advocate, Jesse Greene; trustees and directors, Fred R. Batch and French E. H. Greene. bbox=[447, 46, 643, 95]
notice-text: Esther Chapter No. 7, Order of the Eastern Star. Stated meeting third Thursday each month at 6004 Center avenue. Rosa E. Hill, W. M.; Blanche D. Hill, secretary, 2911 Wylie avenue. bbox=[32, 1407, 228, 1456]
notice-text: Wainwright lodge, No. 48, K. of P.: Brother A. T. Scott, C. C.; Brother Frank R. H. Greene, Brother Stanley Yonker Brother Benton, prelate; Brother Wesley H. Stratton, M. of E.; Brother Charles S. Batch, M. of F.; Brother Savage Simmons, K. of R. and S.; Brother Isaac S. E. Fansborn, M. of A.; Brother Charles Henderson, I. G.; Brother George E. Saunders, O. G.; Brother Stewart Smith, M. of W.; Brother Charles Preston, Brother Frederick E. Greene, V. C.; Brother Simmons, trustees. Brother French E. Greene was elected delegate to the grand lodge. bbox=[240, 1539, 436, 1701]
advert-union-printing bbox=[1280, 190, 1468, 351]
ad-title: COLES CO-OPERATIVE CO. bbox=[1304, 361, 1443, 401]
ad-subtitle: OLD BOOK EXCHANGE bbox=[1317, 834, 1430, 846]
wanted-heading: WANTED bbox=[1280, 921, 1468, 961]
ad-city: PITTSBURGH, PA. bbox=[1304, 326, 1443, 345]
ad-text: For information write to or call on bbox=[1301, 439, 1446, 451]
ad-text: An organization for promoting all race enterprises, including contract work, company stores, farming, etc. bbox=[1292, 401, 1455, 439]
signature: I. F. JACKSON, V. C. bbox=[292, 309, 384, 320]
notice-text: Victoria No. 60, New Castle—Rev. G. S. Smith, W. M.; W. F. Harbour, secretary. bbox=[32, 516, 228, 541]
byline: (By Mrs. Charity A. Nesbit, Parker.) bbox=[1298, 1140, 1449, 1152]
remember-body: That every added subscriber helps to make this paper better for everybody bbox=[876, 1291, 1052, 1336]
masthead bbox=[27, 9, 1625, 42]
columns bbox=[27, 45, 1625, 2259]
notice-text: North Side Lodge No. 124, I. B. P. O. E. W.—Meets second and fourth Tuesday, Odd Fellows hall, corner Jackson and Irwin avenue, North Side. P. E. H. Carl Hardy, E. R.; Jesse Harris, F. Sec. bbox=[32, 1125, 228, 1188]
page-number: SEVEN bbox=[1571, 16, 1625, 31]
article-text: On Sunday, March 3, 1912, large crowds attended the three services at the Second Baptist church here, in honor of the nineteenth anniversary of the pastorate of Rev. R. A. Jones. The day was spent in eulogizing the pastor, beginning in the Sunday school. Every one that spoke seemed so sincere and we are thankful beyond expression that we are favored with such a pastor and citizen. Rev. Jones' review of his 19 years of service as pastor at the morning service touched the hearts of his hearers and deepened their love and respect for him and his wife. His subject was 'What shall I render to my God for all his kindness shown.' At 3 p. m. Rev. R. L. Thomas, pastor of the Hillman Street Baptist church, preached the anniversary sermon and in a very impressive manner told the church how to show to Rev. Jones and wife their appreciation of his services as he had proved himself to be a true shepherd. At 7 p. m. Rev. Thomas preached a great sermon. Rev. Jones is praised in six cities and out of our churches. His two sermons were both so good and so helpful that we feel that Rev. Jones was led by the Holy Spirit in selecting him. Day's collection $142.62. Some of the visitors from out-of-town and the ministers took some part on the program were: Rev. R. L. Thomas and son, Deacons Hirt, Wm. Geen and family, Youngstown, O.; Rev. Rinn, Mrs. Elliott from Ravenna, Mrs. Evans; Elliott Rev. Page and a large delegation from Wadsworth, also Rev. Bell and congregation of the A. M. E. Zion church, city. Ex-Deacon D. Johnson and daughter, Miss Eliza Johnson, of Cleveland. Mrs. Kate Rollins of New Lisbon, O., sister of Rev. R. A. Jones. The continuation of the anniversary will be as follows: Tuesday night, preaching by Rev. Jas. Green, Cambridge, O.; Wednesday night, reception by the church in honor of Rev. and Mrs. Jones; Friday night, Y. P. T. C. entertainment; Miss Douglas guest Sunday in Cleveland. Mr. Lancaster, grand deputy of the state of Ohio, visited the Delta lodge I. B. P. O. E. W. on Sunday afternoon. E. Deacon Beverly Mann and Mrs. Mary Thomas are very sick with la grippe. There are two new arrivals at the home of Mr. and Mrs. Bert Jones. Mr. and Mrs. Tom Green, both are boys. Tom Loope and Miss Marie Chapman were quietly married last week. Must receive notes by Tuesday.—(Manager.) bbox=[866, 411, 1062, 1041]
byline: (By Mary Broady.) bbox=[924, 396, 1004, 407]
ad-title: M. W. MOUNTS bbox=[1309, 814, 1438, 834]
notice-text: Zenobia council, No. 704, meets first and third Monday nights. bbox=[240, 828, 436, 853]
notice-text: Glass City lodge, 4392, G. U. of O. F., Charleroi, Pa. Meets every first and third Wednesdays Mrs. A. Frimas, W. R. bbox=[240, 620, 436, 657]
article-text: Mrs. Pete Miller who got severely burned just before Thanksgiving has just returned home. bbox=[866, 198, 1062, 222]
column-6 bbox=[1068, 45, 1274, 2259]
notice-text: Robinson street, North Side, second and fourth Mondays of each month. J. Waltz Frazier, E. R.; Jesse W. Harris, F. S. bbox=[240, 46, 436, 82]
lodge-name: ROYAL GRAND NO. 31, K. OF P. bbox=[261, 246, 414, 258]
notice-text: Sheba Lodge No. 64, North Side—Charles Wright, W. M.; Augustus L. Smith, secretary. Stated meeting first Tuesday. bbox=[32, 585, 228, 622]
signature: T. A. Wilson, K. of R. S. bbox=[39, 1932, 141, 1944]
ad-text: Switches, Puffs, Transformations. Straightening Combs and Hackels. Artistic Wig Making a Specialty. bbox=[1300, 101, 1447, 138]
ad-title: Miles Printing Co. bbox=[1303, 711, 1444, 759]
notice-text: Star West No. 62—Stated meeting second Saturday each month. Samuel Scott, W. M.; Marion W. Hall, secretary. bbox=[32, 289, 228, 326]
subheading: ODD FELLOWS. bbox=[86, 1528, 175, 1541]
notice-text: Golden Eagle lodge, No. 22, Knights of Pythias, meets the first and third Wednesdays of each month at Malta hall, Sheraden street, East End. Hour of opening, 8 p. m. Rev. J. Henry Dandridge, C. C.; Martin C. Coleman, M. of F.; James Woodruff, K. of R. & S. bbox=[240, 1077, 436, 1152]
article-text: The Sabbath school of Eaker Street church is making extensive preparations for Easter. bbox=[866, 226, 1062, 250]
notice-text: Barton council, No. 694, Braddock, meets first and third Tuesday nights. bbox=[240, 912, 436, 936]
ad-text: Fine Carriages for Opera Parties. 1900 Wylie Avenue, and 1808-1810 Bingham St., S. S. bbox=[1291, 581, 1456, 618]
byline: (By Viola Carter.) bbox=[508, 703, 583, 714]
city-heading: AKRON O bbox=[900, 364, 1028, 395]
notice-signature: MANAGER. bbox=[575, 649, 630, 661]
city-heading: SALEM, O. bbox=[700, 835, 810, 860]
article-text: The Just-a-Few club gave a very fine banquet at the Elks hall. bbox=[866, 114, 1062, 138]
